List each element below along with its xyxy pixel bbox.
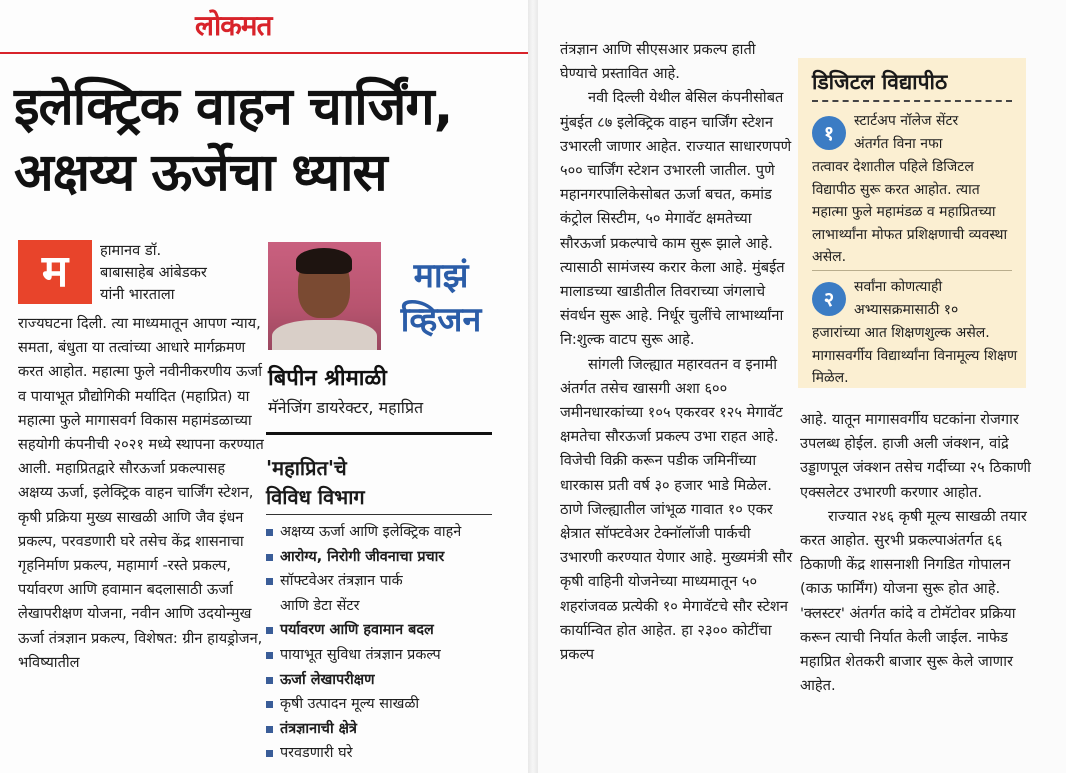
dropcap-line: यांनी भारताला — [100, 286, 175, 303]
article-paragraph: आहे. यातून मागासवर्गीय घटकांना रोजगार उपलब्ध होईल. हाजी अली जंक्शन, वांद्रे उड्डाणपूल जंक्शन तसेच गर्दीच्या २५ ठिकाणी एक्सलेटर उभारणी करणार आहोत. — [800, 411, 1031, 501]
sidebar-separator — [812, 270, 1012, 271]
left-page — [0, 0, 528, 773]
dropcap-lines — [100, 240, 260, 306]
bullet-square-icon — [266, 578, 273, 585]
department-item — [266, 520, 516, 545]
department-item-label: अक्षय्य ऊर्जा आणि इलेक्ट्रिक वाहने — [280, 524, 462, 540]
sidebar-lead-line: सर्वांना कोणत्याही — [854, 279, 943, 295]
author-rule — [266, 432, 492, 435]
number-circle-icon: १ — [812, 116, 846, 150]
bullet-square-icon — [266, 627, 273, 634]
sidebar-lead-line: स्टार्टअप नॉलेज सेंटर — [854, 113, 959, 129]
department-item — [266, 717, 516, 742]
department-item-label: आरोग्य, निरोगी जीवनाचा प्रचार — [280, 548, 445, 565]
article-paragraph: तंत्रज्ञान आणि सीएसआर प्रकल्प हाती घेण्याचे प्रस्तावित आहे. — [560, 41, 756, 83]
bullet-square-icon — [266, 529, 273, 536]
sidebar-lead-line: अंतर्गत विना नफा — [854, 135, 943, 152]
departments-list — [266, 520, 516, 766]
article-paragraph: नवी दिल्ली येथील बेसिल कंपनीसोबत मुंबईत ८७ इलेक्ट्रिक वाहन चार्जिंग स्टेशन उभारली जाणार आहेत. राज्यात साधारणपणे ५०० चार्जिंग स्टेशन उभारली जातील. पुणे महानगरपालिकेसोबत ऊर्जा बचत, कमांड कंट्रोल सिस्टीम, ५० मेगावॅट क्षमतेच्या सौरऊर्जा प्रकल्पाचे काम सुरू झाले आहे. त्यासाठी सामंजस्य करार केला आहे. मुंबईत मालाडच्या खाडीतील तिवराच्या जंगलाचे संवर्धन सुरू आहे. निर्धूर चुलींचे लाभार्थ्यांना नि:शुल्क वाटप सुरू आहे. — [560, 89, 792, 349]
bullet-square-icon — [266, 726, 273, 733]
article-body-right-1 — [560, 38, 796, 667]
article-paragraph: सांगली जिल्ह्यात महारवतन व इनामी अंतर्गत तसेच खासगी अशा ६०० जमीनधारकांच्या १०५ एकरवर १२५ मेगावॅट क्षमतेचा सौरऊर्जा प्रकल्प उभा राहत आहे. विजेची विक्री करून पडीक जमिनींच्या धारकास प्रती वर्ष ३० हजार भाडे मिळेल. ठाणे जिल्ह्यातील जांभूळ गावात १० एकर क्षेत्रात सॉफ्टवेअर टेक्नॉलॉजी पार्कची उभारणी करण्यात येणार आहे. मुख्यमंत्री सौर कृषी वाहिनी योजनेच्या माध्यमातून ५० शहरांजवळ प्रत्येकी १० मेगावॅटचे सौर स्टेशन कार्यान्वित होत आहेत. हा २३०० कोटींचा प्रकल्प — [560, 355, 793, 664]
masthead-logo: लोकमत — [195, 9, 272, 42]
bullet-square-icon — [266, 701, 273, 708]
dropcap-line: हामानव डॉ. — [100, 242, 162, 259]
departments-title-line: विविध विभाग — [266, 485, 365, 509]
department-item-label: पायाभूत सुविधा तंत्रज्ञान प्रकल्प — [280, 646, 441, 663]
departments-title — [266, 454, 506, 512]
author-name: बिपीन श्रीमाळी — [268, 366, 387, 391]
author-title: मॅनेजिंग डायरेक्टर, महाप्रित — [268, 398, 424, 417]
column-tag-line: माझं — [413, 256, 469, 296]
headline — [14, 74, 524, 206]
sidebar-point-lead — [854, 110, 1014, 155]
department-item — [266, 545, 516, 570]
department-item — [266, 643, 516, 668]
bullet-square-icon — [266, 677, 273, 684]
department-item-label: तंत्रज्ञानाची क्षेत्रे — [280, 720, 357, 737]
headline-line-2: अक्षय्य ऊर्जेचा ध्यास — [14, 143, 387, 203]
department-item-label: ऊर्जा लेखापरीक्षण — [280, 671, 375, 688]
department-item — [266, 741, 516, 766]
sidebar-box — [798, 58, 1026, 388]
article-body-left — [18, 312, 264, 675]
bullet-square-icon — [266, 554, 273, 561]
right-page — [538, 0, 1066, 773]
department-item — [266, 668, 516, 693]
column-tag — [386, 254, 496, 342]
sidebar-lead-line: अभ्यासक्रमासाठी १० — [854, 301, 959, 318]
department-item — [266, 569, 516, 594]
sidebar-point-text: हजारांच्या आत शिक्षणशुल्क असेल. मागासवर्गीय विद्यार्थ्यांना विनामूल्य शिक्षण मिळेल. — [812, 325, 1018, 387]
department-item — [266, 692, 516, 717]
dropcap-line: बाबासाहेब आंबेडकर — [100, 264, 207, 281]
masthead-rule — [0, 52, 528, 54]
sidebar-point-lead — [854, 276, 1014, 321]
department-item — [266, 618, 516, 643]
department-item-label: कृषी उत्पादन मूल्य साखळी — [280, 696, 420, 713]
photo-hair — [296, 248, 352, 274]
column-tag-line: व्हिजन — [400, 300, 482, 340]
sidebar-point-text: तत्वावर देशातील पहिले डिजिटल विद्यापीठ सुरू करत आहोत. त्यात महात्मा फुले महामंडळ व महाप्रितच्या लाभार्थ्यांना मोफत प्रशिक्षणाची व्यवस्था असेल. — [812, 159, 1008, 266]
article-body-right-2 — [800, 408, 1040, 698]
sidebar-title-rule — [812, 100, 1012, 102]
department-item-label: आणि डेटा सेंटर — [280, 597, 360, 614]
department-item — [266, 594, 516, 619]
headline-line-1: इलेक्ट्रिक वाहन चार्जिंग, — [14, 77, 453, 137]
departments-rule — [266, 514, 492, 515]
dropcap: म — [18, 240, 92, 304]
photo-shirt — [272, 320, 377, 350]
department-item-label: परवडणारी घरे — [280, 745, 353, 762]
department-item-label: पर्यावरण आणि हवामान बदल — [280, 622, 434, 639]
sidebar-title: डिजिटल विद्यापीठ — [812, 70, 948, 94]
bullet-square-icon — [266, 750, 273, 757]
department-item-label: सॉफ्टवेअर तंत्रज्ञान पार्क — [280, 573, 403, 590]
page-gutter — [528, 0, 538, 773]
bullet-square-icon — [266, 652, 273, 659]
number-circle-icon: २ — [812, 282, 846, 316]
author-photo — [268, 242, 381, 350]
departments-title-line: 'महाप्रित'चे — [266, 456, 347, 480]
article-paragraph: राज्यात २४६ कृषी मूल्य साखळी तयार करत आहोत. सुरभी प्रकल्पाअंतर्गत ६६ ठिकाणी केंद्र शासनाशी निगडित गोपालन (काऊ फार्मिंग) योजना सुरू होत आहे. 'क्लस्टर' अंतर्गत कांदे व टोमॅटोवर प्रक्रिया करून त्याची निर्यात केली जाईल. नाफेड महाप्रित शेतकरी बाजार सुरू केले जाणार आहेत. — [800, 507, 1027, 695]
article-paragraph: राज्यघटना दिली. त्या माध्यमातून आपण न्याय, समता, बंधुता या तत्वांच्या आधारे मार्गक्रमण करत आहोत. महात्मा फुले नवीनीकरणीय ऊर्जा व पायाभूत प्रौद्योगिकी मर्यादित (महाप्रित) या महात्मा फुले मागासवर्ग विकास महामंडळाच्या सहयोगी कंपनीची २०२१ मध्ये स्थापना करण्यात आली. महाप्रितद्वारे सौरऊर्जा प्रकल्पासह अक्षय्य ऊर्जा, इलेक्ट्रिक वाहन चार्जिंग स्टेशन, कृषी प्रक्रिया मुख्य साखळी आणि जैव इंधन प्रकल्प, परवडणारी घरे तसेच केंद्र शासनाचा गृहनिर्माण प्रकल्प, महामार्ग -रस्ते प्रकल्प, पर्यावरण आणि हवामान बदलासाठी ऊर्जा लेखापरीक्षण योजना, नवीन आणि उदयोन्मुख ऊर्जा तंत्रज्ञान प्रकल्प, विशेषत: ग्रीन हायड्रोजन, भविष्यातील — [18, 315, 264, 671]
